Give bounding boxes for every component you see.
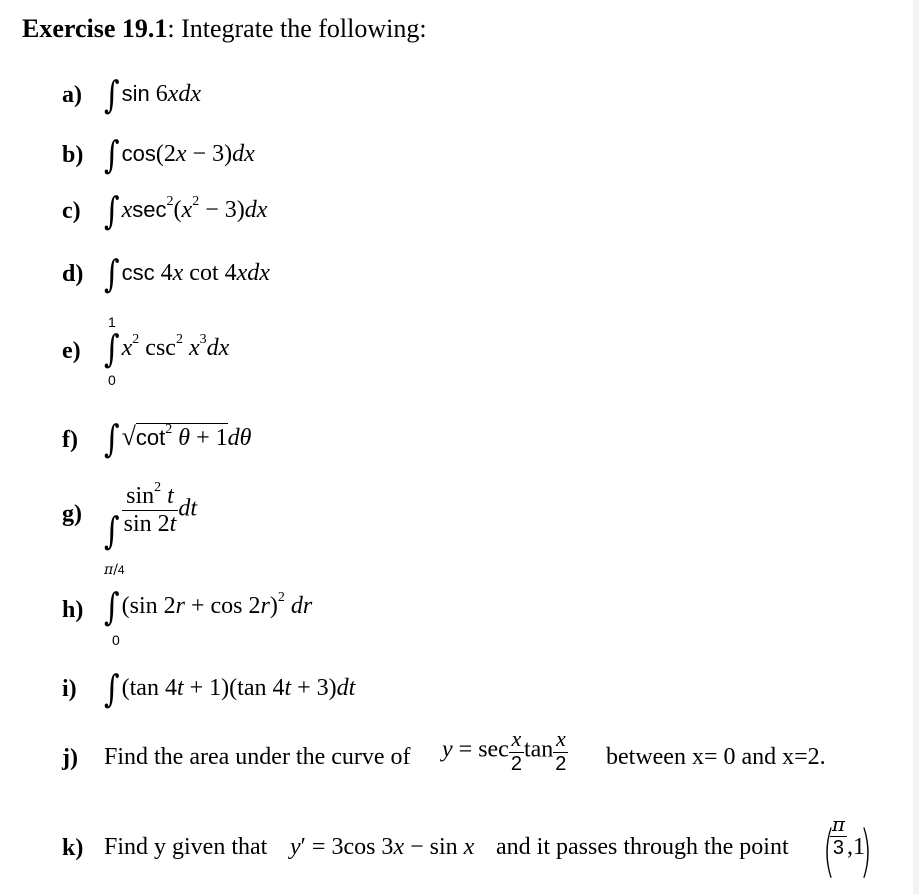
exercise-instruction: : Integrate the following: bbox=[167, 14, 427, 43]
item-d-expression: ∫csc 4x cot 4xdx bbox=[104, 252, 270, 297]
item-f-label: f) bbox=[62, 427, 78, 453]
item-k-point: ( $\frac{\pi}{3}$ ,1) bbox=[822, 812, 872, 884]
item-h-upper-num: π bbox=[104, 562, 114, 578]
item-c-label: c) bbox=[62, 198, 81, 224]
item-b-label: b) bbox=[62, 142, 84, 168]
item-i-expression: ∫(tan 4t + 1)(tan 4t + 3)dt bbox=[104, 667, 356, 712]
item-e-lower-limit: 0 bbox=[108, 372, 116, 388]
item-k-expression: y′ = 3cos 3x − sin x bbox=[290, 834, 475, 860]
item-a-label: a) bbox=[62, 82, 82, 108]
item-j-expression: y = sec $\frac{x}{2}$ tan $\frac{x}{2}$ bbox=[442, 726, 567, 775]
item-h-upper-den: 4 bbox=[117, 563, 125, 577]
item-j-text-after: between x= 0 and x=2. bbox=[606, 744, 826, 770]
exercise-title bbox=[22, 14, 427, 44]
item-e-label: e) bbox=[62, 338, 81, 364]
item-a-expression: ∫sin 6xdx bbox=[104, 73, 202, 118]
item-b-expression: ∫cos(2x − 3)dx bbox=[104, 133, 255, 178]
exercise-number: Exercise 19.1 bbox=[22, 14, 168, 43]
item-h-lower-limit: 0 bbox=[112, 632, 120, 648]
item-g-label: g) bbox=[62, 501, 82, 527]
item-c-expression: $\int xsec^2(x^2 - 3)dx$ bbox=[104, 189, 268, 234]
item-e-expression: $\int x^2$ $\csc^2 x^3dx$ bbox=[104, 327, 230, 372]
item-g-expression: ∫ $\frac{\sin^2 t}{\sin 2t}$ dt bbox=[104, 480, 197, 553]
item-k-text-mid: and it passes through the point bbox=[496, 834, 789, 860]
item-j-label: j) bbox=[62, 745, 78, 771]
item-h-expression: ∫(sin 2r + cos 2r)$^2$ dr bbox=[104, 585, 313, 630]
item-j-text-before: Find the area under the curve of bbox=[104, 744, 411, 770]
item-h-label: h) bbox=[62, 597, 84, 623]
item-d-label: d) bbox=[62, 261, 84, 287]
item-e-upper-limit: 1 bbox=[108, 314, 116, 330]
scrollbar[interactable] bbox=[913, 0, 919, 894]
item-h-upper-limit: π/4 bbox=[104, 562, 125, 578]
item-k-label: k) bbox=[62, 835, 84, 861]
item-i-label: i) bbox=[62, 676, 77, 702]
item-f-expression: $\int√\cot^2$ θ + 1dθ bbox=[104, 417, 252, 462]
item-k-text-before: Find y given that bbox=[104, 834, 268, 860]
